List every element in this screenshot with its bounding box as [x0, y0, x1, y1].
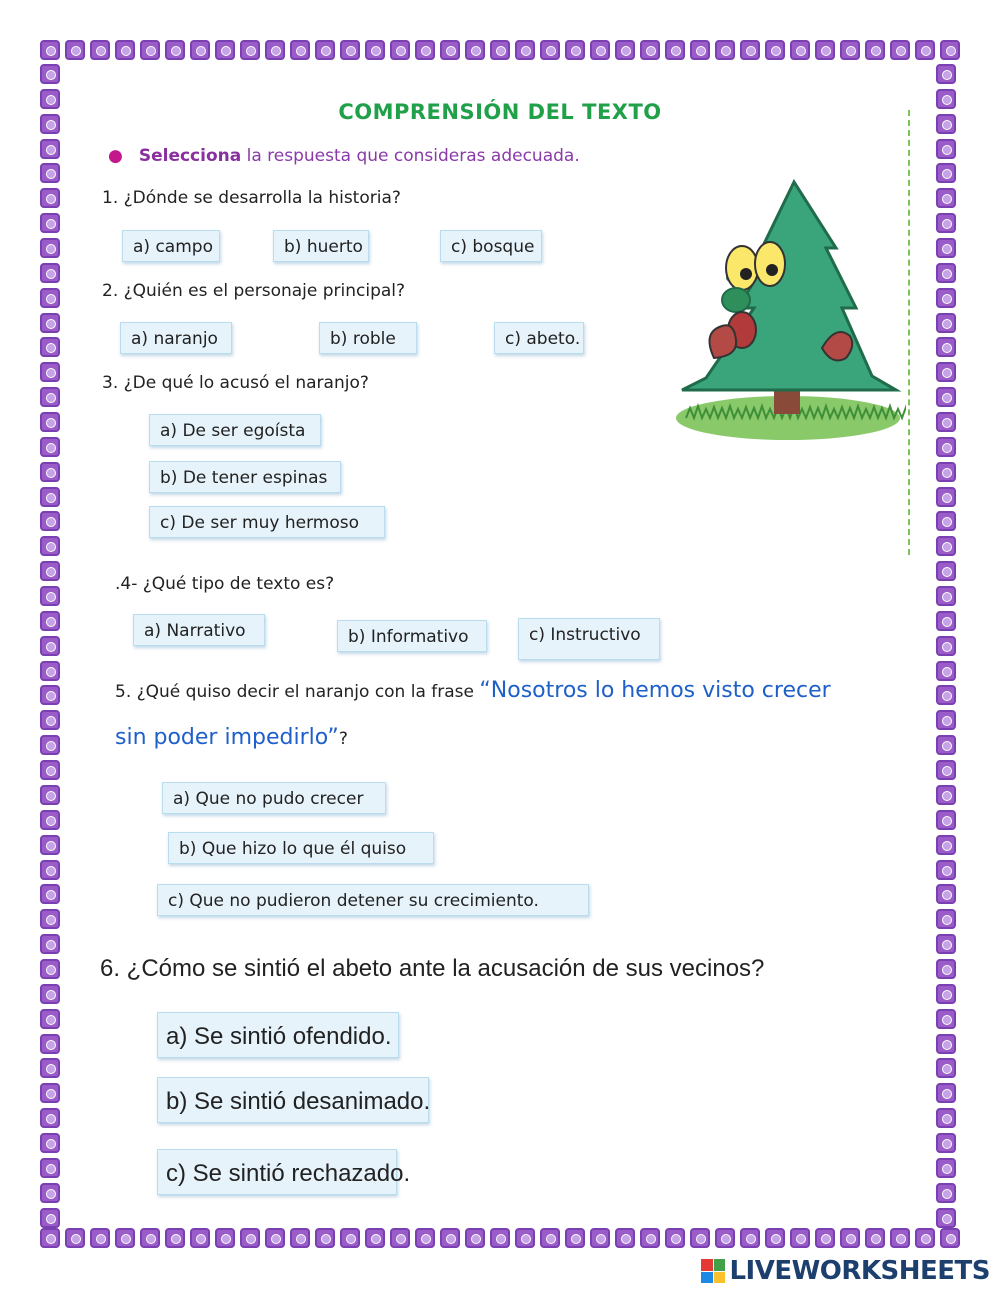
question-1: 1. ¿Dónde se desarrolla la historia?: [102, 188, 401, 208]
border-flower-icon: [40, 760, 60, 780]
border-flower-icon: [190, 40, 210, 60]
liveworksheets-logo-icon: [701, 1259, 725, 1283]
border-flower-icon: [936, 139, 956, 159]
fir-tree-illustration: [666, 178, 906, 448]
border-flower-icon: [265, 1228, 285, 1248]
border-flower-icon: [40, 437, 60, 457]
border-flower-icon: [40, 1228, 60, 1248]
border-flower-icon: [340, 40, 360, 60]
border-flower-icon: [940, 40, 960, 60]
border-flower-icon: [790, 1228, 810, 1248]
border-flower-icon: [740, 40, 760, 60]
border-flower-icon: [815, 40, 835, 60]
border-flower-icon: [715, 40, 735, 60]
q5-option-a[interactable]: a) Que no pudo crecer: [162, 782, 386, 814]
border-flower-icon: [40, 810, 60, 830]
q2-option-a[interactable]: a) naranjo: [120, 322, 232, 354]
border-flower-icon: [540, 1228, 560, 1248]
q6-option-c[interactable]: c) Se sintió rechazado.: [157, 1149, 397, 1195]
border-flower-icon: [865, 40, 885, 60]
question-5-quote-line1: “Nosotros lo hemos visto crecer: [479, 678, 831, 703]
liveworksheets-logo: [701, 1254, 990, 1288]
border-flower-icon: [515, 1228, 535, 1248]
border-flower-icon: [936, 213, 956, 233]
q5-option-b[interactable]: b) Que hizo lo que él quiso: [168, 832, 434, 864]
question-2: 2. ¿Quién es el personaje principal?: [102, 281, 406, 301]
border-flower-icon: [365, 1228, 385, 1248]
border-flower-icon: [340, 1228, 360, 1248]
q6-option-a[interactable]: a) Se sintió ofendido.: [157, 1012, 399, 1058]
border-flower-icon: [115, 40, 135, 60]
border-flower-icon: [40, 959, 60, 979]
border-top: [40, 40, 960, 64]
border-flower-icon: [315, 40, 335, 60]
border-flower-icon: [40, 1208, 60, 1228]
border-flower-icon: [840, 40, 860, 60]
border-left: [40, 64, 64, 1228]
border-flower-icon: [640, 1228, 660, 1248]
border-flower-icon: [590, 1228, 610, 1248]
border-flower-icon: [936, 1009, 956, 1029]
border-flower-icon: [40, 64, 60, 84]
border-flower-icon: [40, 586, 60, 606]
border-flower-icon: [936, 735, 956, 755]
border-flower-icon: [215, 1228, 235, 1248]
border-flower-icon: [936, 64, 956, 84]
border-flower-icon: [936, 561, 956, 581]
border-flower-icon: [40, 362, 60, 382]
q4-option-b[interactable]: b) Informativo: [337, 620, 487, 652]
border-flower-icon: [565, 40, 585, 60]
q4-option-c[interactable]: c) Instructivo: [518, 618, 660, 660]
q6-option-b[interactable]: b) Se sintió desanimado.: [157, 1077, 429, 1123]
q1-option-a[interactable]: a) campo: [122, 230, 220, 262]
border-flower-icon: [790, 40, 810, 60]
border-flower-icon: [40, 412, 60, 432]
border-flower-icon: [936, 163, 956, 183]
border-flower-icon: [40, 934, 60, 954]
border-flower-icon: [936, 536, 956, 556]
border-flower-icon: [915, 40, 935, 60]
border-flower-icon: [936, 1058, 956, 1078]
border-flower-icon: [190, 1228, 210, 1248]
border-flower-icon: [936, 810, 956, 830]
border-flower-icon: [936, 661, 956, 681]
border-flower-icon: [515, 40, 535, 60]
border-flower-icon: [565, 1228, 585, 1248]
border-flower-icon: [40, 238, 60, 258]
border-flower-icon: [765, 40, 785, 60]
border-flower-icon: [936, 860, 956, 880]
q4-option-a[interactable]: a) Narrativo: [133, 614, 265, 646]
border-flower-icon: [936, 611, 956, 631]
border-flower-icon: [40, 561, 60, 581]
border-flower-icon: [65, 1228, 85, 1248]
border-flower-icon: [440, 1228, 460, 1248]
border-flower-icon: [65, 40, 85, 60]
border-flower-icon: [40, 1108, 60, 1128]
border-flower-icon: [40, 735, 60, 755]
border-flower-icon: [40, 188, 60, 208]
q2-option-c[interactable]: c) abeto.: [494, 322, 584, 354]
border-flower-icon: [936, 1158, 956, 1178]
border-flower-icon: [90, 1228, 110, 1248]
border-flower-icon: [936, 1208, 956, 1228]
border-flower-icon: [936, 636, 956, 656]
border-flower-icon: [40, 40, 60, 60]
border-flower-icon: [40, 984, 60, 1004]
border-flower-icon: [890, 1228, 910, 1248]
border-flower-icon: [936, 1133, 956, 1153]
border-flower-icon: [936, 462, 956, 482]
instruction: [108, 146, 580, 166]
border-flower-icon: [40, 785, 60, 805]
border-flower-icon: [936, 1034, 956, 1054]
border-flower-icon: [936, 238, 956, 258]
border-flower-icon: [40, 462, 60, 482]
border-flower-icon: [936, 1108, 956, 1128]
border-bottom: [40, 1228, 960, 1252]
border-flower-icon: [936, 710, 956, 730]
border-flower-icon: [640, 40, 660, 60]
border-flower-icon: [290, 40, 310, 60]
border-flower-icon: [540, 40, 560, 60]
border-flower-icon: [40, 909, 60, 929]
border-flower-icon: [465, 40, 485, 60]
q2-option-b[interactable]: b) roble: [319, 322, 417, 354]
border-flower-icon: [40, 536, 60, 556]
border-flower-icon: [665, 1228, 685, 1248]
border-flower-icon: [40, 511, 60, 531]
border-flower-icon: [765, 1228, 785, 1248]
border-flower-icon: [40, 387, 60, 407]
border-flower-icon: [936, 760, 956, 780]
border-flower-icon: [390, 1228, 410, 1248]
border-flower-icon: [465, 1228, 485, 1248]
border-flower-icon: [936, 487, 956, 507]
border-flower-icon: [936, 984, 956, 1004]
question-5-text: 5. ¿Qué quiso decir el naranjo con la frase: [115, 682, 480, 702]
border-flower-icon: [936, 337, 956, 357]
border-flower-icon: [615, 40, 635, 60]
border-flower-icon: [40, 139, 60, 159]
border-flower-icon: [40, 487, 60, 507]
border-flower-icon: [40, 884, 60, 904]
question-4: .4- ¿Qué tipo de texto es?: [115, 574, 335, 594]
border-flower-icon: [240, 1228, 260, 1248]
border-flower-icon: [915, 1228, 935, 1248]
border-flower-icon: [40, 685, 60, 705]
q3-option-c[interactable]: c) De ser muy hermoso: [149, 506, 385, 538]
q3-option-a[interactable]: a) De ser egoísta: [149, 414, 321, 446]
border-flower-icon: [140, 1228, 160, 1248]
question-6: 6. ¿Cómo se sintió el abeto ante la acusación de sus vecinos?: [100, 955, 765, 982]
question-3: 3. ¿De qué lo acusó el naranjo?: [102, 373, 369, 393]
border-flower-icon: [715, 1228, 735, 1248]
border-flower-icon: [40, 263, 60, 283]
question-5-quote-line2: sin poder impedirlo”: [115, 725, 339, 750]
border-flower-icon: [936, 959, 956, 979]
border-flower-icon: [40, 860, 60, 880]
border-flower-icon: [390, 40, 410, 60]
instruction-rest: la respuesta que consideras adecuada.: [241, 146, 580, 166]
border-right: [936, 64, 960, 1228]
border-flower-icon: [315, 1228, 335, 1248]
border-flower-icon: [936, 909, 956, 929]
dashed-divider: [908, 110, 910, 555]
instruction-bold: Selecciona: [138, 146, 242, 166]
border-flower-icon: [40, 1183, 60, 1203]
border-flower-icon: [40, 1058, 60, 1078]
border-flower-icon: [490, 1228, 510, 1248]
border-flower-icon: [936, 288, 956, 308]
border-flower-icon: [840, 1228, 860, 1248]
question-5-end: ?: [338, 729, 348, 749]
border-flower-icon: [40, 1158, 60, 1178]
border-flower-icon: [240, 40, 260, 60]
page-title: COMPRENSIÓN DEL TEXTO: [338, 100, 662, 124]
border-flower-icon: [40, 1083, 60, 1103]
border-flower-icon: [936, 785, 956, 805]
bullet-icon: ●: [108, 146, 123, 166]
border-flower-icon: [936, 313, 956, 333]
q3-option-b[interactable]: b) De tener espinas: [149, 461, 341, 493]
border-flower-icon: [865, 1228, 885, 1248]
question-5: [115, 678, 831, 703]
border-flower-icon: [740, 1228, 760, 1248]
border-flower-icon: [940, 1228, 960, 1248]
border-flower-icon: [40, 313, 60, 333]
border-flower-icon: [165, 1228, 185, 1248]
border-flower-icon: [936, 511, 956, 531]
border-flower-icon: [590, 40, 610, 60]
liveworksheets-logo-text: LIVEWORKSHEETS: [729, 1256, 990, 1286]
border-flower-icon: [936, 685, 956, 705]
border-flower-icon: [165, 40, 185, 60]
border-flower-icon: [490, 40, 510, 60]
border-flower-icon: [40, 835, 60, 855]
border-flower-icon: [936, 1083, 956, 1103]
border-flower-icon: [890, 40, 910, 60]
border-flower-icon: [415, 40, 435, 60]
border-flower-icon: [140, 40, 160, 60]
border-flower-icon: [936, 586, 956, 606]
border-flower-icon: [936, 1183, 956, 1203]
border-flower-icon: [690, 40, 710, 60]
border-flower-icon: [690, 1228, 710, 1248]
border-flower-icon: [615, 1228, 635, 1248]
border-flower-icon: [90, 40, 110, 60]
border-flower-icon: [440, 40, 460, 60]
border-flower-icon: [365, 40, 385, 60]
border-flower-icon: [115, 1228, 135, 1248]
border-flower-icon: [40, 337, 60, 357]
border-flower-icon: [665, 40, 685, 60]
q1-option-b[interactable]: b) huerto: [273, 230, 369, 262]
border-flower-icon: [40, 661, 60, 681]
border-flower-icon: [415, 1228, 435, 1248]
border-flower-icon: [40, 710, 60, 730]
question-5-line2: [115, 725, 348, 750]
border-flower-icon: [936, 934, 956, 954]
border-flower-icon: [40, 1133, 60, 1153]
border-flower-icon: [215, 40, 235, 60]
border-flower-icon: [40, 611, 60, 631]
border-flower-icon: [936, 884, 956, 904]
border-flower-icon: [936, 188, 956, 208]
border-flower-icon: [936, 263, 956, 283]
q1-option-c[interactable]: c) bosque: [440, 230, 542, 262]
border-flower-icon: [40, 636, 60, 656]
border-flower-icon: [936, 412, 956, 432]
border-flower-icon: [265, 40, 285, 60]
border-flower-icon: [290, 1228, 310, 1248]
border-flower-icon: [40, 288, 60, 308]
border-flower-icon: [936, 387, 956, 407]
border-flower-icon: [40, 1034, 60, 1054]
q5-option-c[interactable]: c) Que no pudieron detener su crecimiento.: [157, 884, 589, 916]
border-flower-icon: [936, 362, 956, 382]
border-flower-icon: [936, 835, 956, 855]
border-flower-icon: [40, 213, 60, 233]
border-flower-icon: [40, 163, 60, 183]
border-flower-icon: [40, 1009, 60, 1029]
border-flower-icon: [815, 1228, 835, 1248]
border-flower-icon: [936, 437, 956, 457]
